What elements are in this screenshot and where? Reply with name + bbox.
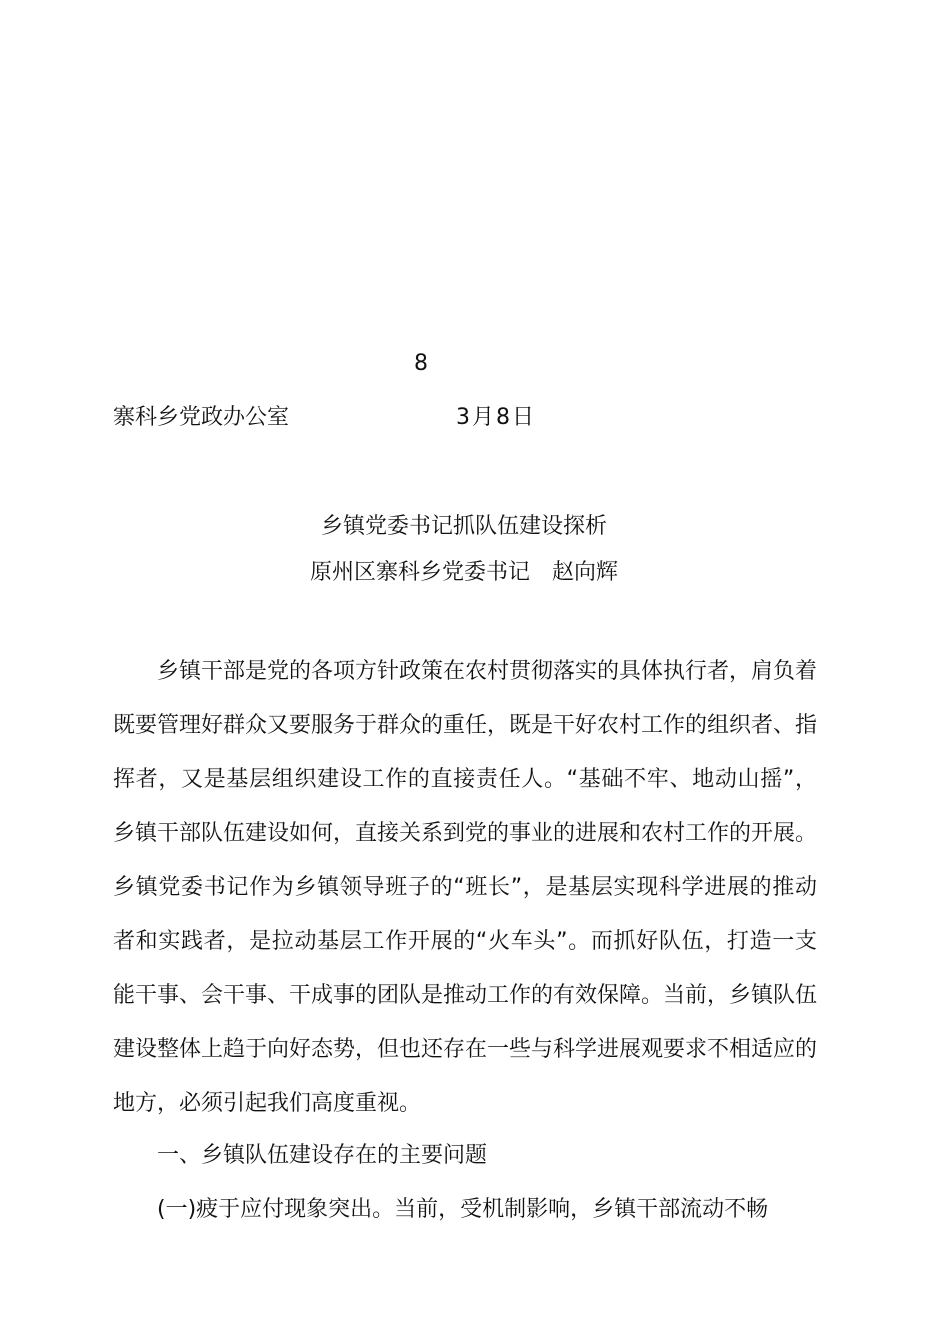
body-paragraph-intro: 乡镇干部是党的各项方针政策在农村贯彻落实的具体执行者，肩负着既要管理好群众又要服务于群众的重任，既是干好农村工作的组织者、指挥者，又是基层组织建设工作的直接责任人。“基础不牢、地动山摇”，乡镇干部队伍建设如何，直接关系到党的事业的进展和农村工作的开展。乡镇党委书记作为乡镇领导班子的“班长”，是基层实现科学进展的推动者和实践者，是拉动基层工作开展的“火车头”。而抓好队伍，打造一支能干事、会干事、干成事的团队是推动工作的有效保障。当前，乡镇队伍建设整体上趋于向好态势，但也还存在一些与科学进展观要求不相适应的地方，必须引起我们高度重视。: [113, 659, 818, 1116]
issue-date: 3月8日: [456, 405, 536, 430]
issuing-office: 寨科乡党政办公室: [113, 405, 290, 430]
page-number: 8: [414, 351, 428, 376]
section-heading-1: 一、乡镇队伍建设存在的主要问题: [157, 1143, 488, 1168]
author-line: 原州区寨科乡党委书记 赵向辉: [309, 560, 618, 585]
body-paragraph-subsection-1: (一)疲于应付现象突出。当前，受机制影响，乡镇干部流动不畅: [157, 1197, 769, 1222]
article-title: 乡镇党委书记抓队伍建设探析: [320, 514, 607, 539]
